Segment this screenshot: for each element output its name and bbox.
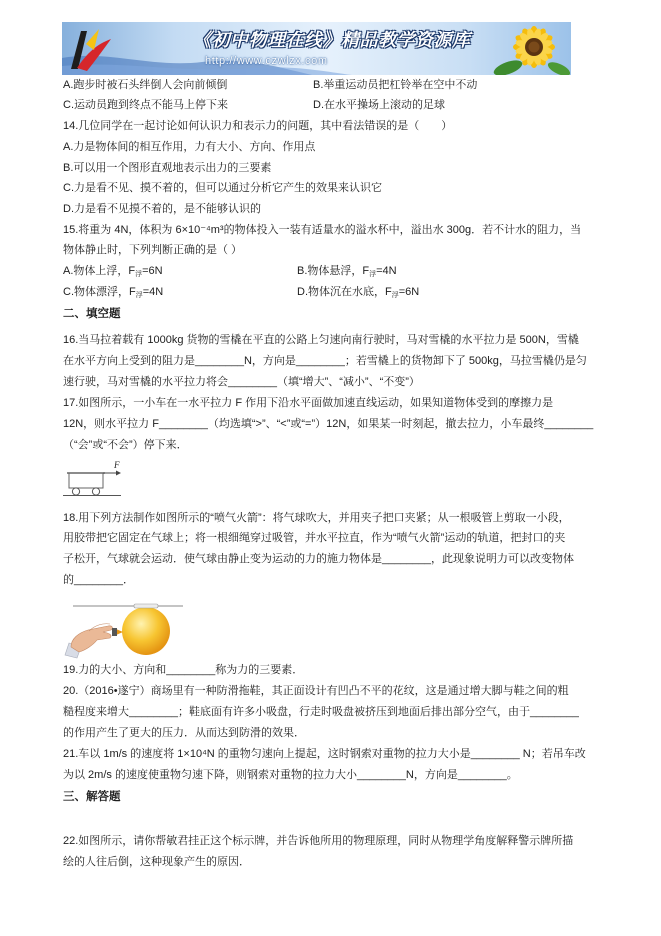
text-line: 的________．: [63, 573, 134, 586]
section-heading-fill-in: [63, 304, 633, 325]
cart-wheel-right: [92, 488, 99, 495]
text-line: 绘的人往后倒，这种现象产生的原因．: [63, 855, 250, 868]
clip: [112, 628, 117, 636]
text-line: 22.如图所示，请你帮敏君挂正这个标示牌，并告诉他所用的物理原理，同时从物理学角度解释警示牌所描: [63, 834, 574, 847]
option-text: D.物体沉在水底，F: [297, 285, 392, 298]
option-row: [63, 76, 633, 96]
option-value: =4N: [376, 265, 397, 278]
cart-body: [69, 473, 103, 488]
header-banner: [62, 22, 571, 75]
option-c: C.力是看不见、摸不着的，但可以通过分析它产生的效果来认识它: [63, 182, 382, 195]
text-line: 18.用下列方法制作如图所示的“喷气火箭”：将气球吹大，并用夹子把口夹紧；从一根吸管上剪取一小段，: [63, 511, 570, 524]
balloon-neck: [116, 629, 123, 635]
text-line: 糙程度来增大________；鞋底面有许多小吸盘，行走时吸盘被挤压到地面后排出部分空气，由于________: [63, 705, 579, 718]
text-line: 的作用产生了更大的压力．从而达到防滑的效果．: [63, 726, 305, 739]
option-b: B.可以用一个图形直观地表示出力的三要素: [63, 161, 272, 174]
banner-title: 《初中物理在线》精品教学资源库: [193, 30, 471, 51]
text-line: 子松开，气球就会运动．使气球由静止变为运动的力的施力物体是________，此现象说明力可以改变物体: [63, 552, 574, 565]
question-19: [63, 660, 633, 681]
question-16: [63, 330, 633, 393]
text-line: （“会”或“不会”）停下来．: [63, 438, 188, 451]
option-text: B.物体悬浮，F: [297, 265, 370, 278]
sunflower-icon: [492, 26, 571, 75]
question-21: [63, 744, 633, 786]
sunflower-leaf: [492, 57, 524, 75]
sunflower-center-ring: [529, 42, 540, 53]
text-line: 12N，则水平拉力 F________（均选填“>”、“<”或“=”）12N，如果某一时刻起，撤去拉力，小车最终________: [63, 417, 594, 430]
option-value: =6N: [142, 265, 163, 278]
question-stem: 15.将重为 4N，体积为 6×10⁻⁴m³的物体投入一装有适量水的溢水杯中，溢出水 300g．若不计水的阻力，当: [63, 223, 582, 236]
subscript: 浮: [391, 291, 399, 299]
option-row: [63, 96, 633, 116]
option-a: A.力是物体间的相互作用，力有大小、方向、作用点: [63, 140, 316, 153]
question-18: [63, 508, 633, 591]
banner-url: http://www.czwlzx.com: [205, 55, 328, 67]
question-stem: 14.几位同学在一起讨论如何认识力和表示力的问题，其中看法错误的是（ ）: [63, 120, 453, 132]
balloon-rocket-figure: [63, 595, 188, 659]
question-17: [63, 393, 633, 456]
option-b: B.举重运动员把杠铃举在空中不动: [313, 79, 478, 91]
question-15: [63, 220, 633, 303]
force-label: F: [114, 460, 120, 470]
option-text: C.物体漂浮，F: [63, 285, 136, 298]
option-d: D.力是看不见摸不着的，是不能够认识的: [63, 203, 261, 215]
text-line: 用胶带把它固定在气球上；将一根细绳穿过吸管，并水平拉直，作为“喷气火箭”运动的轨道，把封口的夹: [63, 532, 566, 545]
section-title: 二、填空题: [63, 307, 121, 320]
option-c: C.运动员跑到终点不能马上停下来: [63, 98, 228, 111]
cart-wheel-left: [72, 488, 79, 495]
text-line: 17.如图所示，一小车在一水平拉力 F 作用下沿水平面做加速直线运动，如果知道物体受到的摩擦力是: [63, 396, 554, 409]
question-22: [63, 831, 633, 873]
straw: [134, 604, 158, 608]
balloon: [122, 607, 170, 655]
sunflower-leaf: [546, 59, 571, 75]
text-line: 16.当马拉着载有 1000kg 货物的雪橇在平直的公路上匀速向南行驶时，马对雪橇的水平拉力是 500N，雪橇: [63, 333, 579, 346]
option-row: [63, 282, 633, 303]
question-stem-cont: 物体静止时，下列判断正确的是（ ）: [63, 244, 243, 257]
option-row: [63, 261, 633, 282]
text-line: 在水平方向上受到的阻力是________N，方向是________；若雪橇上的货物卸下了 500kg，马拉雪橇仍是匀: [63, 354, 587, 367]
subscript: 浮: [135, 291, 143, 299]
hand-icon: [65, 624, 112, 658]
subscript: 浮: [369, 271, 377, 279]
subscript: 浮: [135, 271, 143, 279]
text-line: 21.车以 1m/s 的速度将 1×10⁴N 的重物匀速向上提起，这时钢索对重物的拉力大小是________ N；若吊车改: [63, 747, 586, 760]
question-14: [63, 116, 633, 220]
option-text: A.物体上浮，F: [63, 265, 136, 278]
section-title: 三、解答题: [63, 790, 121, 803]
question-20: [63, 681, 633, 744]
section-heading-answer: [63, 787, 633, 808]
option-a: A.跑步时被石头绊倒人会向前倾倒: [63, 79, 228, 91]
hand-palm: [71, 626, 112, 652]
text-line: 为以 2m/s 的速度使重物匀速下降，则钢索对重物的拉力大小________N，方向是________。: [63, 768, 518, 781]
option-a: [63, 265, 163, 277]
text-line: 20.（2016•遂宁）商场里有一种防滑拖鞋，其正面设计有凹凸不平的花纹，这是通过增大脚与鞋之间的粗: [63, 684, 569, 697]
option-value: =4N: [142, 285, 164, 298]
force-arrowhead: [116, 471, 121, 476]
cart-figure: [63, 457, 125, 499]
option-value: =6N: [398, 285, 420, 298]
text-line: 19.力的大小、方向和________称为力的三要素．: [63, 663, 304, 676]
question-13-options: [63, 76, 633, 115]
option-c: [63, 286, 163, 298]
text-line: 速行驶，马对雪橇的水平拉力将会________（填“增大”、“减小”、“不变”）: [63, 375, 420, 388]
option-d: D.在水平操场上滚动的足球: [313, 98, 445, 111]
